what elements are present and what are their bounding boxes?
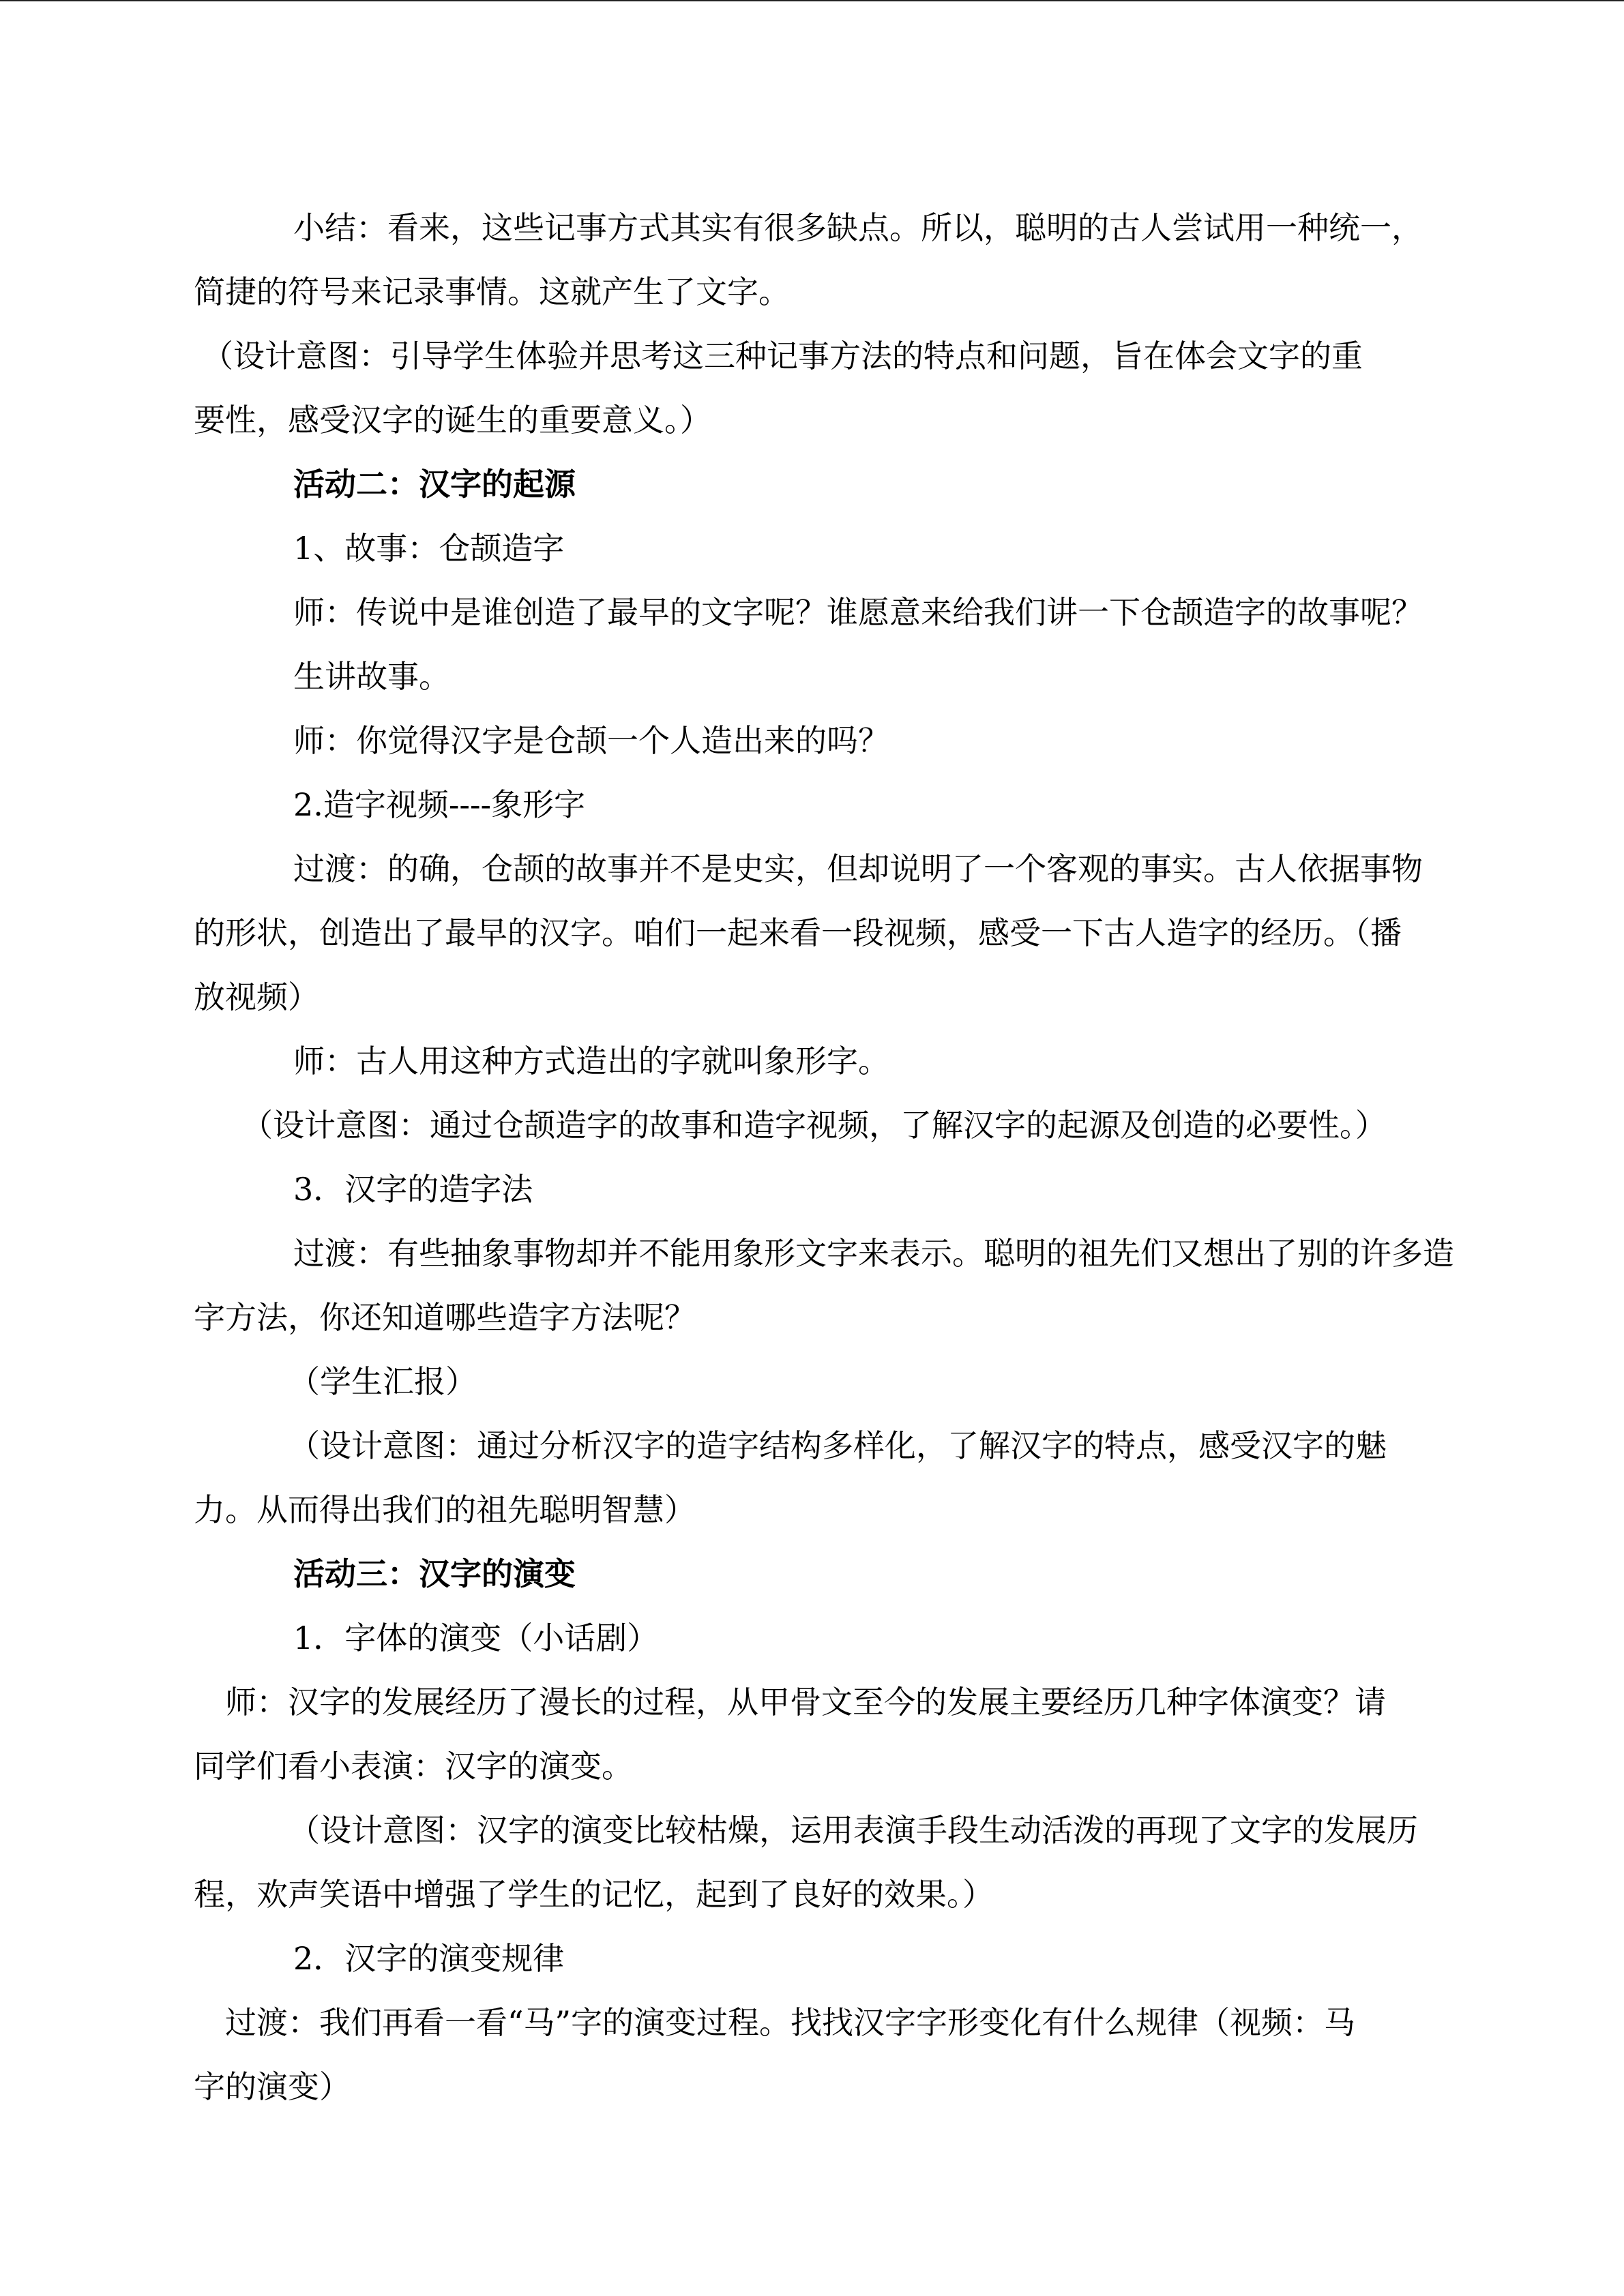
teacher-evolution-line-1: 师：汉字的发展经历了漫长的过程，从甲骨文至今的发展主要经历几种字体演变？请 [225,1684,1386,1720]
summary-line-2: 简捷的符号来记录事情。这就产生了文字。 [194,273,790,310]
character-formation-heading: 3．汉字的造字法 [262,1171,533,1208]
summary-line-1: 小结：看来，这些记事方式其实有很多缺点。所以，聪明的古人尝试用一种统一， [262,209,1423,246]
activity-3-heading: 活动三：汉字的演变 [262,1555,576,1592]
design-intent-1-line-2: 要性，感受汉字的诞生的重要意义。） [194,402,711,438]
design-intent-3-line-1: （设计意图：通过分析汉字的造字结构多样化，了解汉字的特点，感受汉字的魅 [273,1427,1387,1464]
design-intent-4-line-2: 程，欢声笑语中增强了学生的记忆，起到了良好的效果。） [194,1876,994,1913]
teacher-question-2: 师：你觉得汉字是仓颉一个人造出来的吗？ [262,722,889,759]
video-heading: 2.造字视频----象形字 [262,786,586,823]
design-intent-2: （设计意图：通过仓颉造字的故事和造字视频，了解汉字的起源及创造的必要性。） [241,1107,1387,1144]
teacher-question-1: 师：传说中是谁创造了最早的文字呢？谁愿意来给我们讲一下仓颉造字的故事呢？ [262,594,1423,631]
font-evolution-heading: 1．字体的演变（小话剧） [262,1620,659,1656]
design-intent-1-line-1: （设计意图：引导学生体验并思考这三种记事方法的特点和问题，旨在体会文字的重 [202,338,1363,374]
design-intent-3-line-2: 力。从而得出我们的祖先聪明智慧） [194,1491,696,1528]
transition-2-line-2: 字方法，你还知道哪些造字方法呢？ [194,1299,696,1336]
transition-1-line-1: 过渡：的确，仓颉的故事并不是史实，但却说明了一个客观的事实。古人依据事物 [262,850,1423,887]
student-report: （学生汇报） [273,1363,477,1400]
teacher-evolution-line-2: 同学们看小表演：汉字的演变。 [194,1748,633,1785]
story-heading: 1、故事：仓颉造字 [262,530,565,567]
transition-1-line-3: 放视频） [194,979,319,1015]
student-story: 生讲故事。 [262,658,450,695]
transition-2-line-1: 过渡：有些抽象事物却并不能用象形文字来表示。聪明的祖先们又想出了别的许多造 [262,1235,1454,1272]
transition-3-line-2: 字的演变） [194,2068,351,2105]
transition-1-line-2: 的形状，创造出了最早的汉字。咱们一起来看一段视频，感受一下古人造字的经历。（播 [194,914,1402,951]
evolution-rule-heading: 2．汉字的演变规律 [262,1940,565,1977]
design-intent-4-line-1: （设计意图：汉字的演变比较枯燥，运用表演手段生动活泼的再现了文字的发展历 [273,1812,1418,1849]
transition-3-line-1: 过渡：我们再看一看“马”字的演变过程。找找汉字字形变化有什么规律（视频：马 [225,2004,1356,2041]
activity-2-heading: 活动二：汉字的起源 [262,466,576,503]
teacher-pictograph: 师：古人用这种方式造出的字就叫象形字。 [262,1043,889,1079]
